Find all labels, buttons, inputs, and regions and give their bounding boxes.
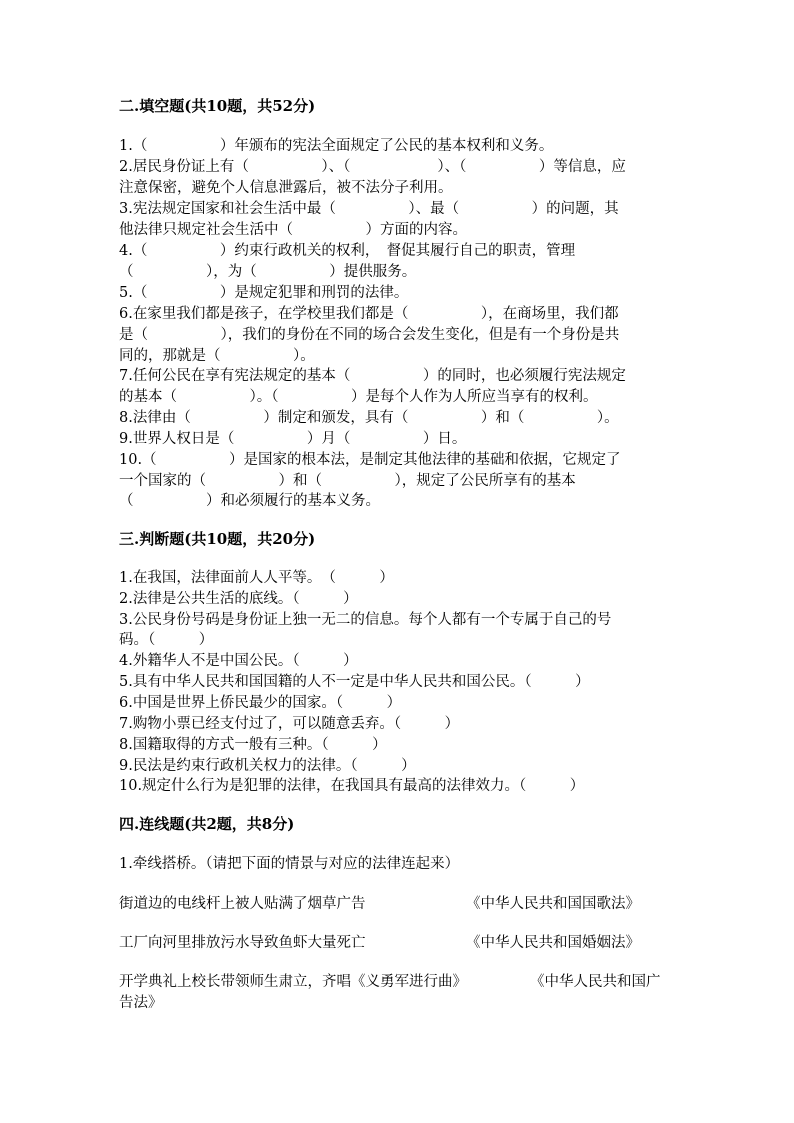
matching-right-item: 《中华人民共和国国歌法》 (466, 896, 640, 912)
fill-blank-line: 6.在家里我们都是孩子，在学校里我们都是（ ），在商场里，我们都 (119, 306, 619, 322)
section-heading-judgement: 三.判断题(共10题，共20分) (119, 530, 316, 548)
section-heading-matching: 四.连线题(共2题，共8分) (119, 815, 295, 833)
judgement-line: 7.购物小票已经支付过了，可以随意丢弃。（ ） (119, 716, 460, 732)
fill-blank-line: 1.（ ）年颁布的宪法全面规定了公民的基本权利和义务。 (119, 138, 554, 154)
fill-blank-line: 他法律只规定社会生活中（ ）方面的内容。 (119, 222, 467, 238)
judgement-line: 2.法律是公共生活的底线。（ ） (119, 591, 358, 607)
fill-blank-line: 5.（ ）是规定犯罪和刑罚的法律。 (119, 285, 409, 301)
fill-blank-line: （ ）和必须履行的基本义务。 (119, 493, 380, 509)
judgement-line: 码。（ ） (119, 632, 214, 648)
fill-blank-line: 3.宪法规定国家和社会生活中最（ ）、最（ ）的问题，其 (119, 201, 619, 217)
fill-blank-line: 的基本（ ）。（ ）是每个人作为人所应当享有的权利。 (119, 389, 598, 405)
fill-blank-line: 同的，那就是（ ）。 (119, 348, 315, 364)
fill-blank-line: 是（ ），我们的身份在不同的场合会发生变化，但是有一个身份是共 (119, 327, 620, 343)
judgement-line: 9.民法是约束行政机关权力的法律。（ ） (119, 758, 416, 774)
fill-blank-line: 一个国家的（ ）和（ ），规定了公民所享有的基本 (119, 473, 576, 489)
fill-blank-line: 8.法律由（ ）制定和颁发，具有（ ）和（ ）。 (119, 410, 619, 426)
section-heading-fill-blank: 二.填空题(共10题，共52分) (119, 97, 316, 115)
matching-right-item-continued: 告法》 (119, 995, 163, 1011)
judgement-line: 5.具有中华人民共和国国籍的人不一定是中华人民共和国公民。（ ） (119, 674, 590, 690)
fill-blank-line: 注意保密，避免个人信息泄露后，被不法分子利用。 (119, 180, 453, 196)
matching-left-item: 街道边的电线杆上被人贴满了烟草广告 (119, 896, 366, 912)
judgement-line: 3.公民身份号码是身份证上独一无二的信息。每个人都有一个专属于自己的号 (119, 612, 612, 628)
judgement-line: 1.在我国，法律面前人人平等。 （ ） (119, 570, 394, 586)
fill-blank-line: 9.世界人权日是（ ）月（ ）日。 (119, 431, 467, 447)
fill-blank-line: （ ），为（ ）提供服务。 (119, 264, 417, 280)
judgement-line: 8.国籍取得的方式一般有三种。（ ） (119, 737, 387, 753)
fill-blank-line: 2.居民身份证上有（ ）、（ ）、（ ）等信息，应 (119, 159, 626, 175)
matching-right-item: 《中华人民共和国婚姻法》 (466, 935, 640, 951)
matching-left-item: 工厂向河里排放污水导致鱼虾大量死亡 (119, 935, 366, 951)
matching-right-item: 《中华人民共和国广 (530, 974, 661, 990)
judgement-line: 6.中国是世界上侨民最少的国家。（ ） (119, 695, 402, 711)
judgement-line: 4.外籍华人不是中国公民。（ ） (119, 653, 358, 669)
matching-question: 1.牵线搭桥。（请把下面的情景与对应的法律连起来） (119, 856, 460, 872)
matching-left-item: 开学典礼上校长带领师生肃立，齐唱《义勇军进行曲》 (119, 974, 467, 990)
fill-blank-line: 4.（ ）约束行政机关的权利， 督促其履行自己的职责，管理 (119, 243, 576, 259)
judgement-line: 10.规定什么行为是犯罪的法律，在我国具有最高的法律效力。（ ） (119, 778, 585, 794)
fill-blank-line: 10.（ ）是国家的根本法，是制定其他法律的基础和依据，它规定了 (119, 452, 621, 468)
fill-blank-line: 7.任何公民在享有宪法规定的基本（ ）的同时，也必须履行宪法规定 (119, 368, 626, 384)
